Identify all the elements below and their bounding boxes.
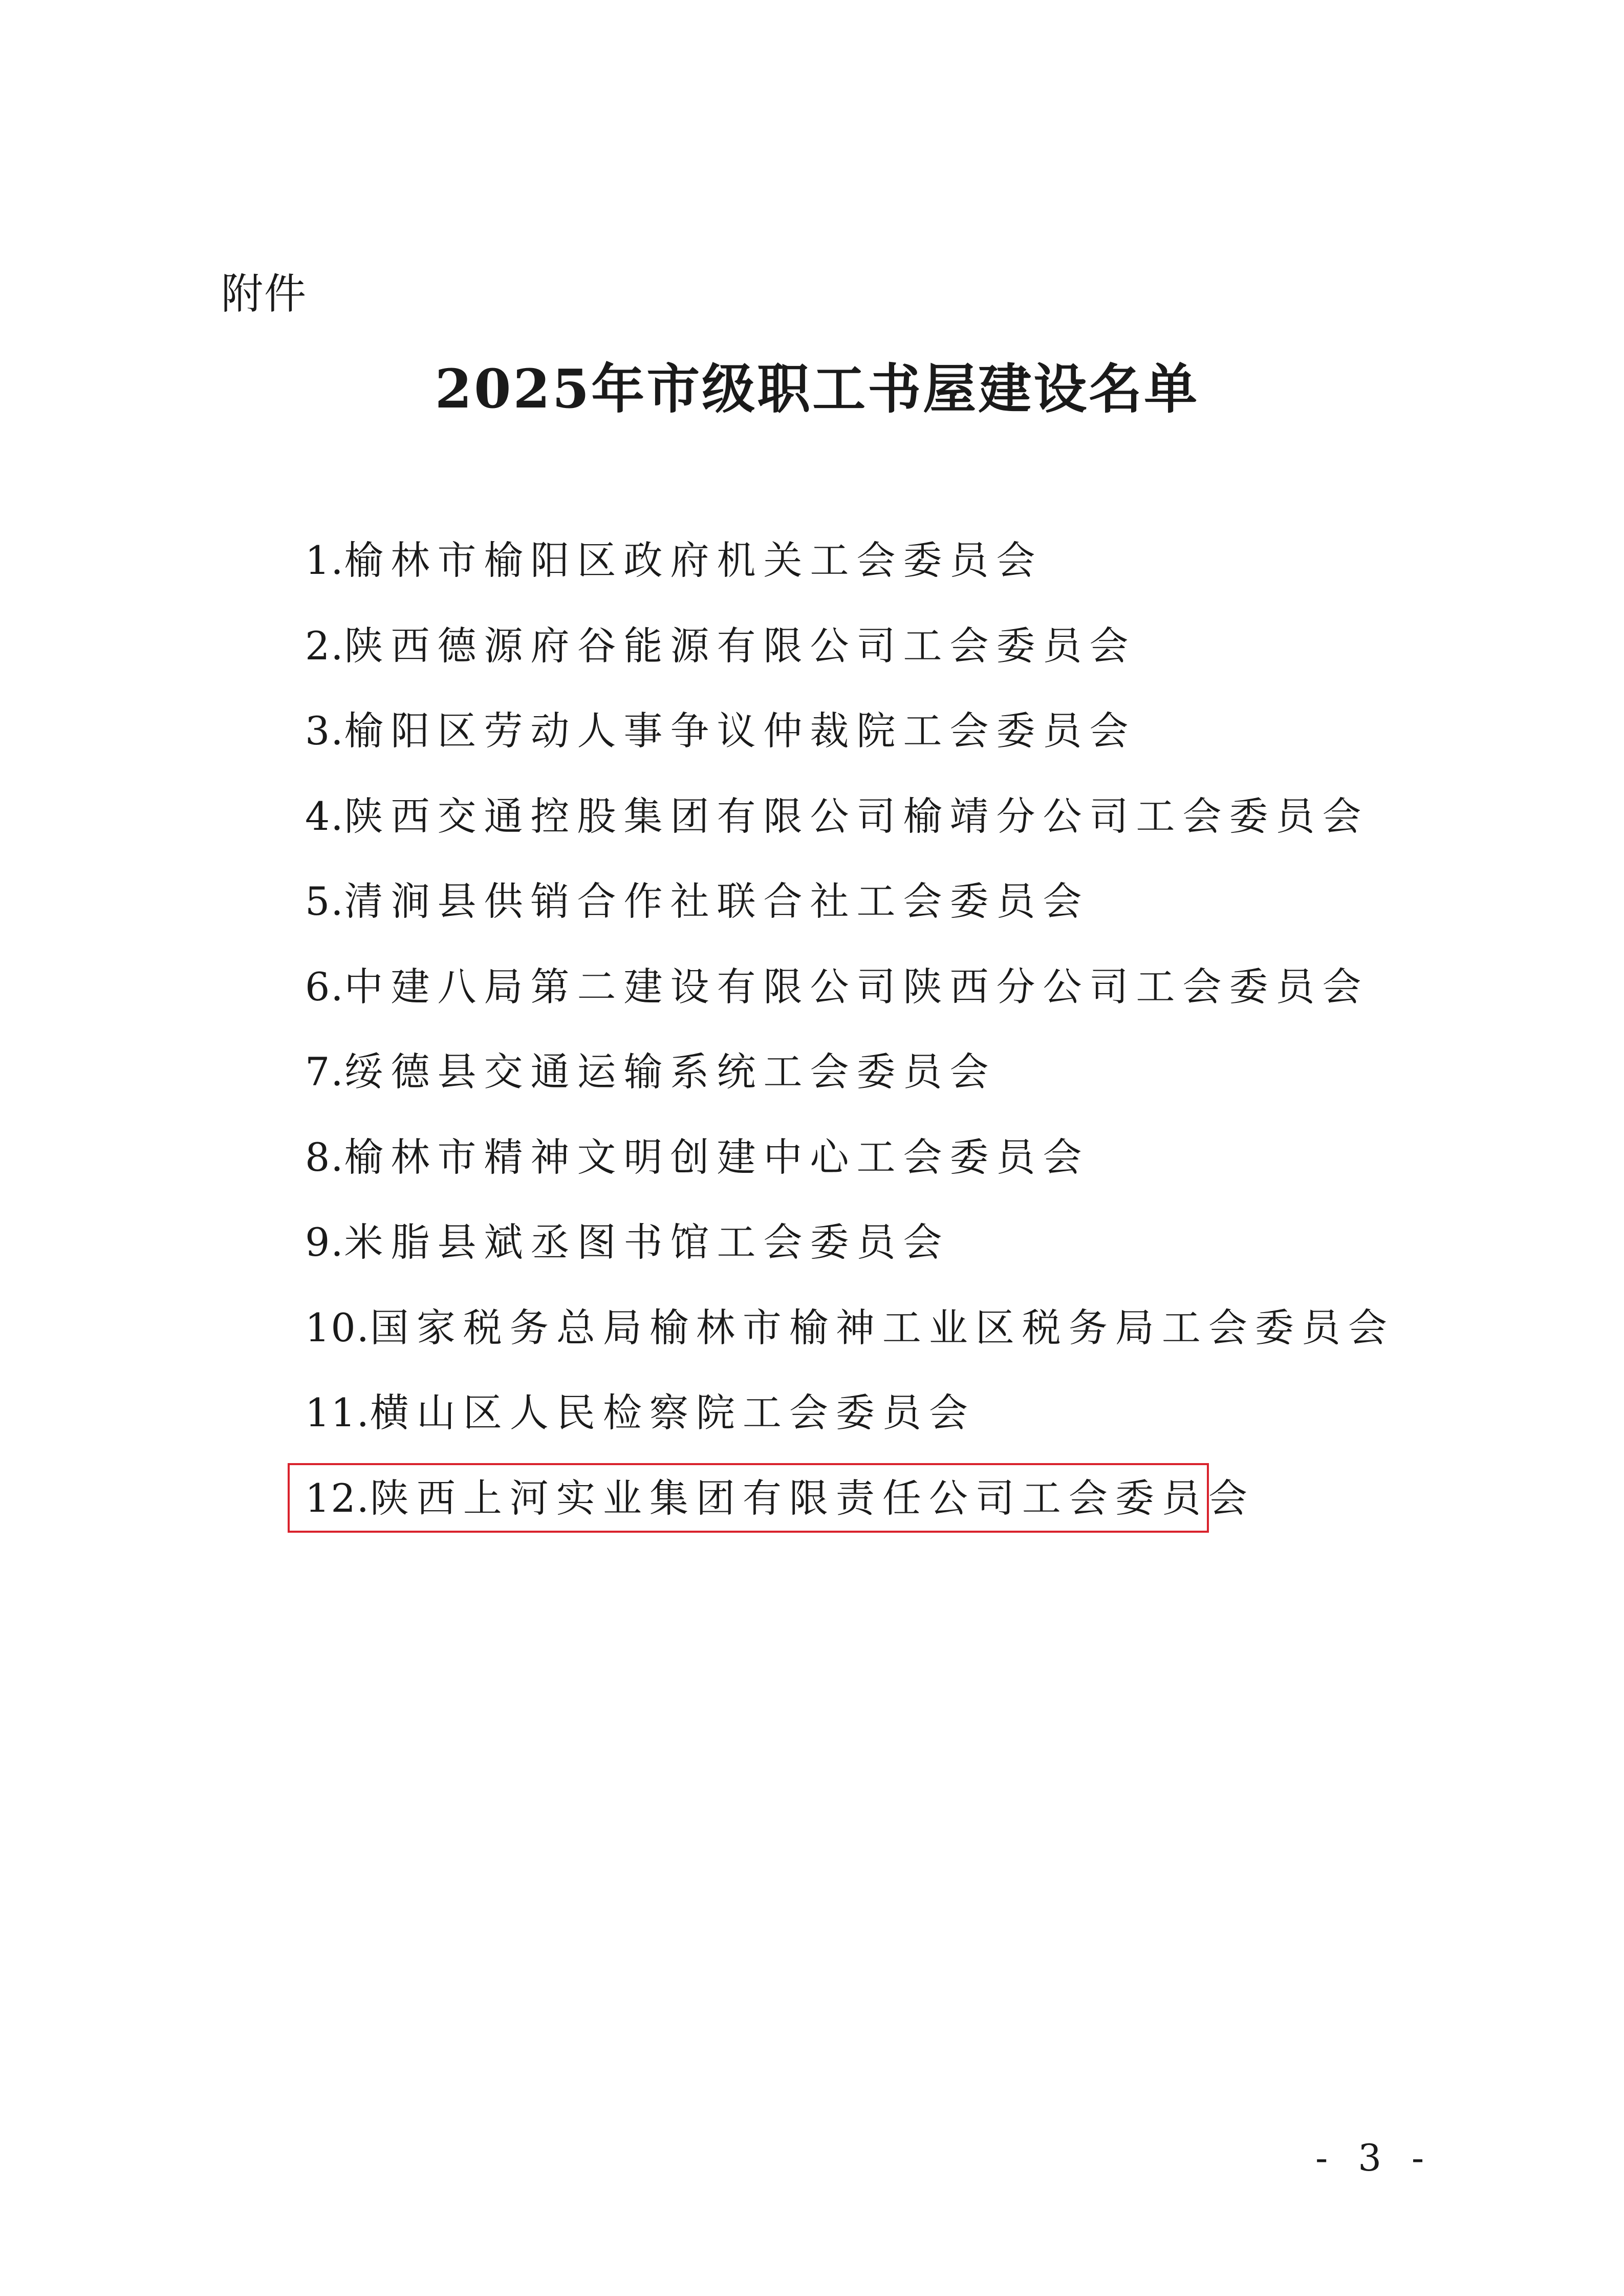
list-item — [305, 788, 1395, 874]
item-name: 米脂县斌丞图书馆工会委员会 — [344, 1219, 950, 1265]
item-name: 中建八局第二建设有限公司陕西分公司工会委员会 — [344, 963, 1369, 1010]
list-item — [305, 532, 1395, 618]
list-item-highlighted — [305, 1470, 1395, 1556]
item-name: 榆林市精神文明创建中心工会委员会 — [344, 1134, 1090, 1180]
item-number: 6. — [305, 963, 344, 1010]
page-number: - 3 - — [1315, 2136, 1434, 2179]
item-name: 国家税务总局榆林市榆神工业区税务局工会委员会 — [370, 1304, 1395, 1350]
attachment-label: 附件 — [221, 270, 308, 318]
item-name: 陕西德源府谷能源有限公司工会委员会 — [344, 623, 1136, 669]
list-item — [305, 1214, 1395, 1300]
item-name: 陕西交通控股集团有限公司榆靖分公司工会委员会 — [344, 793, 1369, 839]
item-name: 榆阳区劳动人事争议仲裁院工会委员会 — [344, 708, 1136, 754]
item-number: 7. — [305, 1049, 344, 1095]
item-number: 4. — [305, 793, 344, 839]
item-number: 8. — [305, 1134, 344, 1180]
item-number: 5. — [305, 878, 344, 924]
list-item — [305, 618, 1395, 703]
list-item — [305, 873, 1395, 959]
item-number: 9. — [305, 1219, 344, 1265]
list-item — [305, 1044, 1395, 1129]
page-title: 2025年市级职工书屋建设名单 — [435, 357, 1200, 420]
item-number: 3. — [305, 708, 344, 754]
item-number: 12. — [305, 1475, 370, 1521]
item-name: 绥德县交通运输系统工会委员会 — [344, 1049, 997, 1095]
list-item — [305, 959, 1395, 1044]
item-name: 清涧县供销合作社联合社工会委员会 — [344, 878, 1090, 924]
list-item — [305, 1300, 1395, 1385]
organization-list — [305, 532, 1395, 1555]
item-name: 榆林市榆阳区政府机关工会委员会 — [344, 538, 1043, 583]
list-item — [305, 1129, 1395, 1215]
item-name: 横山区人民检察院工会委员会 — [370, 1390, 976, 1435]
item-name: 陕西上河实业集团有限责任公司工会委员会 — [370, 1475, 1255, 1521]
item-number: 2. — [305, 623, 344, 669]
list-item — [305, 1385, 1395, 1470]
item-number: 11. — [305, 1390, 370, 1435]
item-number: 1. — [305, 538, 344, 583]
item-number: 10. — [305, 1304, 370, 1350]
list-item — [305, 703, 1395, 788]
